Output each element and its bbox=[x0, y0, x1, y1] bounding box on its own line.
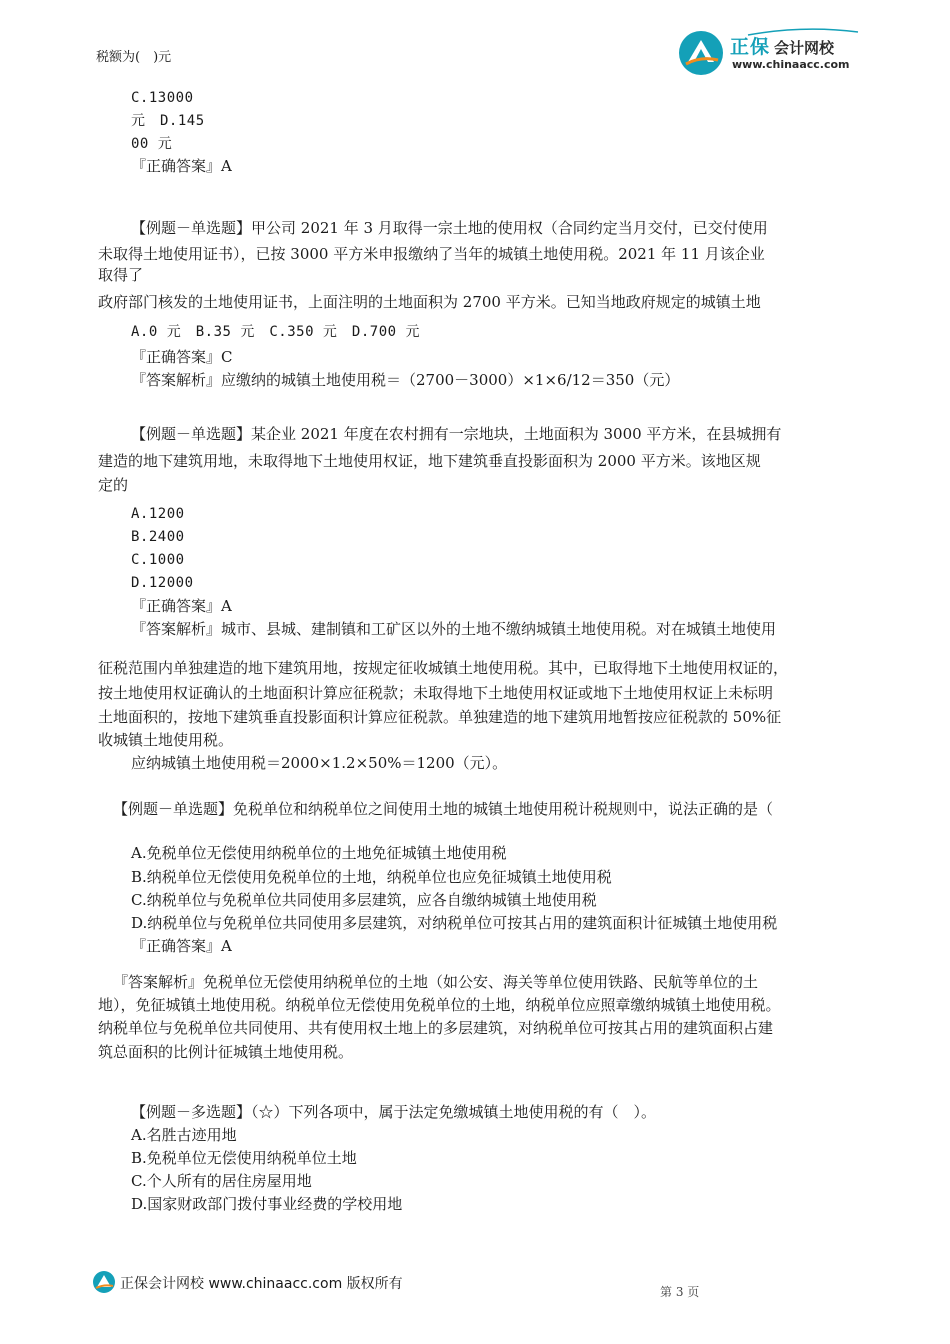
q5-option-a: A.名胜古迹用地 bbox=[131, 1126, 237, 1144]
q2-options: A.0 元 B.35 元 C.350 元 D.700 元 bbox=[131, 324, 421, 340]
logo-title bbox=[730, 32, 834, 59]
q2-stem-cut2: 政府部门核发的土地使用证书，上面注明的土地面积为 2700 平方米。已知当地政府规定的城镇土地 bbox=[98, 293, 761, 311]
brand-logo[interactable] bbox=[678, 30, 868, 78]
q4-analysis-3: 纳税单位与免税单位共同使用、共有使用权土地上的多层建筑，对纳税单位可按其占用的建筑面积占建 bbox=[98, 1019, 774, 1037]
q5-option-c: C.个人所有的居住房屋用地 bbox=[131, 1172, 312, 1190]
q3-analysis-3: 按土地使用权证确认的土地面积计算应征税款；未取得地下土地使用权证或地下土地使用权证上未标明 bbox=[98, 684, 774, 702]
q3-option-d: D.12000 bbox=[131, 575, 194, 591]
q4-option-d: D.纳税单位与免税单位共同使用多层建筑，对纳税单位可按其占用的建筑面积计征城镇土地使用税 bbox=[131, 914, 778, 932]
q3-option-b: B.2400 bbox=[131, 529, 185, 545]
q2-stem-line2: 未取得土地使用证书），已按 3000 平方米申报缴纳了当年的城镇土地使用税。2021 年 11 月该企业 bbox=[98, 245, 765, 263]
q3-option-a: A.1200 bbox=[131, 506, 185, 522]
brand-logo-icon bbox=[678, 30, 724, 76]
q3-analysis-5: 收城镇土地使用税。 bbox=[98, 731, 234, 749]
q5-stem: 【例题－多选题】（☆）下列各项中，属于法定免缴城镇土地使用税的有（ ）。 bbox=[131, 1103, 657, 1121]
q3-option-c: C.1000 bbox=[131, 552, 185, 568]
q1-option-c-unit-d: 元 D.145 bbox=[131, 113, 205, 129]
q1-answer: 『正确答案』A bbox=[131, 157, 232, 175]
q2-analysis-cut: 『答案解析』应缴纳的城镇土地使用税＝（2700－3000）×1×6/12＝350（元） bbox=[131, 371, 680, 389]
q2-stem-line3: 取得了 bbox=[98, 266, 144, 284]
logo-name: 正保 bbox=[730, 36, 771, 58]
q1-option-d-tail: 00 元 bbox=[131, 136, 173, 152]
footer-copyright: 正保会计网校 www.chinaacc.com 版权所有 bbox=[120, 1276, 403, 1292]
q2-answer: 『正确答案』C bbox=[131, 348, 233, 366]
q5-option-b: B.免税单位无偿使用纳税单位土地 bbox=[131, 1149, 357, 1167]
q4-answer: 『正确答案』A bbox=[131, 937, 232, 955]
q4-option-a: A.免税单位无偿使用纳税单位的土地免征城镇土地使用税 bbox=[131, 844, 507, 862]
q3-analysis-4: 土地面积的，按地下建筑垂直投影面积计算应征税款。单独建造的地下建筑用地暂按应征税款的 50%征 bbox=[98, 708, 782, 726]
logo-url: www.chinaacc.com bbox=[732, 58, 850, 71]
logo-subtitle: 会计网校 bbox=[774, 39, 835, 57]
q3-stem-line2: 建造的地下建筑用地，未取得地下土地使用权证，地下建筑垂直投影面积为 2000 平方米。该地区规 bbox=[98, 452, 761, 470]
q3-analysis-1: 『答案解析』城市、县城、建制镇和工矿区以外的土地不缴纳城镇土地使用税。对在城镇土地使用 bbox=[131, 620, 777, 638]
q4-stem: 【例题－单选题】免税单位和纳税单位之间使用土地的城镇土地使用税计税规则中，说法正确的是（ bbox=[113, 800, 774, 818]
q2-stem-cut: 【例题－单选题】甲公司 2021 年 3 月取得一宗土地的使用权（合同约定当月交付，已交付使用 bbox=[131, 219, 768, 237]
q3-stem-cut2: 定的 bbox=[98, 476, 129, 494]
footer-logo-icon bbox=[92, 1270, 116, 1294]
q4-option-b: B.纳税单位无偿使用免税单位的土地，纳税单位也应免征城镇土地使用税 bbox=[131, 868, 612, 886]
q3-answer: 『正确答案』A bbox=[131, 597, 232, 615]
q3-stem-cut: 【例题－单选题】某企业 2021 年度在农村拥有一宗地块，土地面积为 3000 平方米，在县城拥有 bbox=[131, 425, 782, 443]
q4-analysis-2: 地），免征城镇土地使用税。纳税单位无偿使用免税单位的土地，纳税单位应照章缴纳城镇土地使用税。 bbox=[98, 996, 781, 1014]
q3-analysis-2: 征税范围内单独建造的地下建筑用地，按规定征收城镇土地使用税。其中，已取得地下土地使用权证的， bbox=[98, 659, 789, 677]
top-cut-line: 税额为( )元 bbox=[96, 50, 172, 65]
q3-formula: 应纳城镇土地使用税＝2000×1.2×50%＝1200（元）。 bbox=[131, 754, 508, 772]
q4-option-c: C.纳税单位与免税单位共同使用多层建筑，应各自缴纳城镇土地使用税 bbox=[131, 891, 597, 909]
q1-option-c: C.13000 bbox=[131, 90, 194, 106]
q4-analysis-1: 『答案解析』免税单位无偿使用纳税单位的土地（如公安、海关等单位使用铁路、民航等单位的土 bbox=[113, 973, 759, 991]
q5-option-d: D.国家财政部门拨付事业经费的学校用地 bbox=[131, 1195, 403, 1213]
page-number: 第 3 页 bbox=[660, 1285, 700, 1299]
q4-analysis-4: 筑总面积的比例计征城镇土地使用税。 bbox=[98, 1043, 354, 1061]
